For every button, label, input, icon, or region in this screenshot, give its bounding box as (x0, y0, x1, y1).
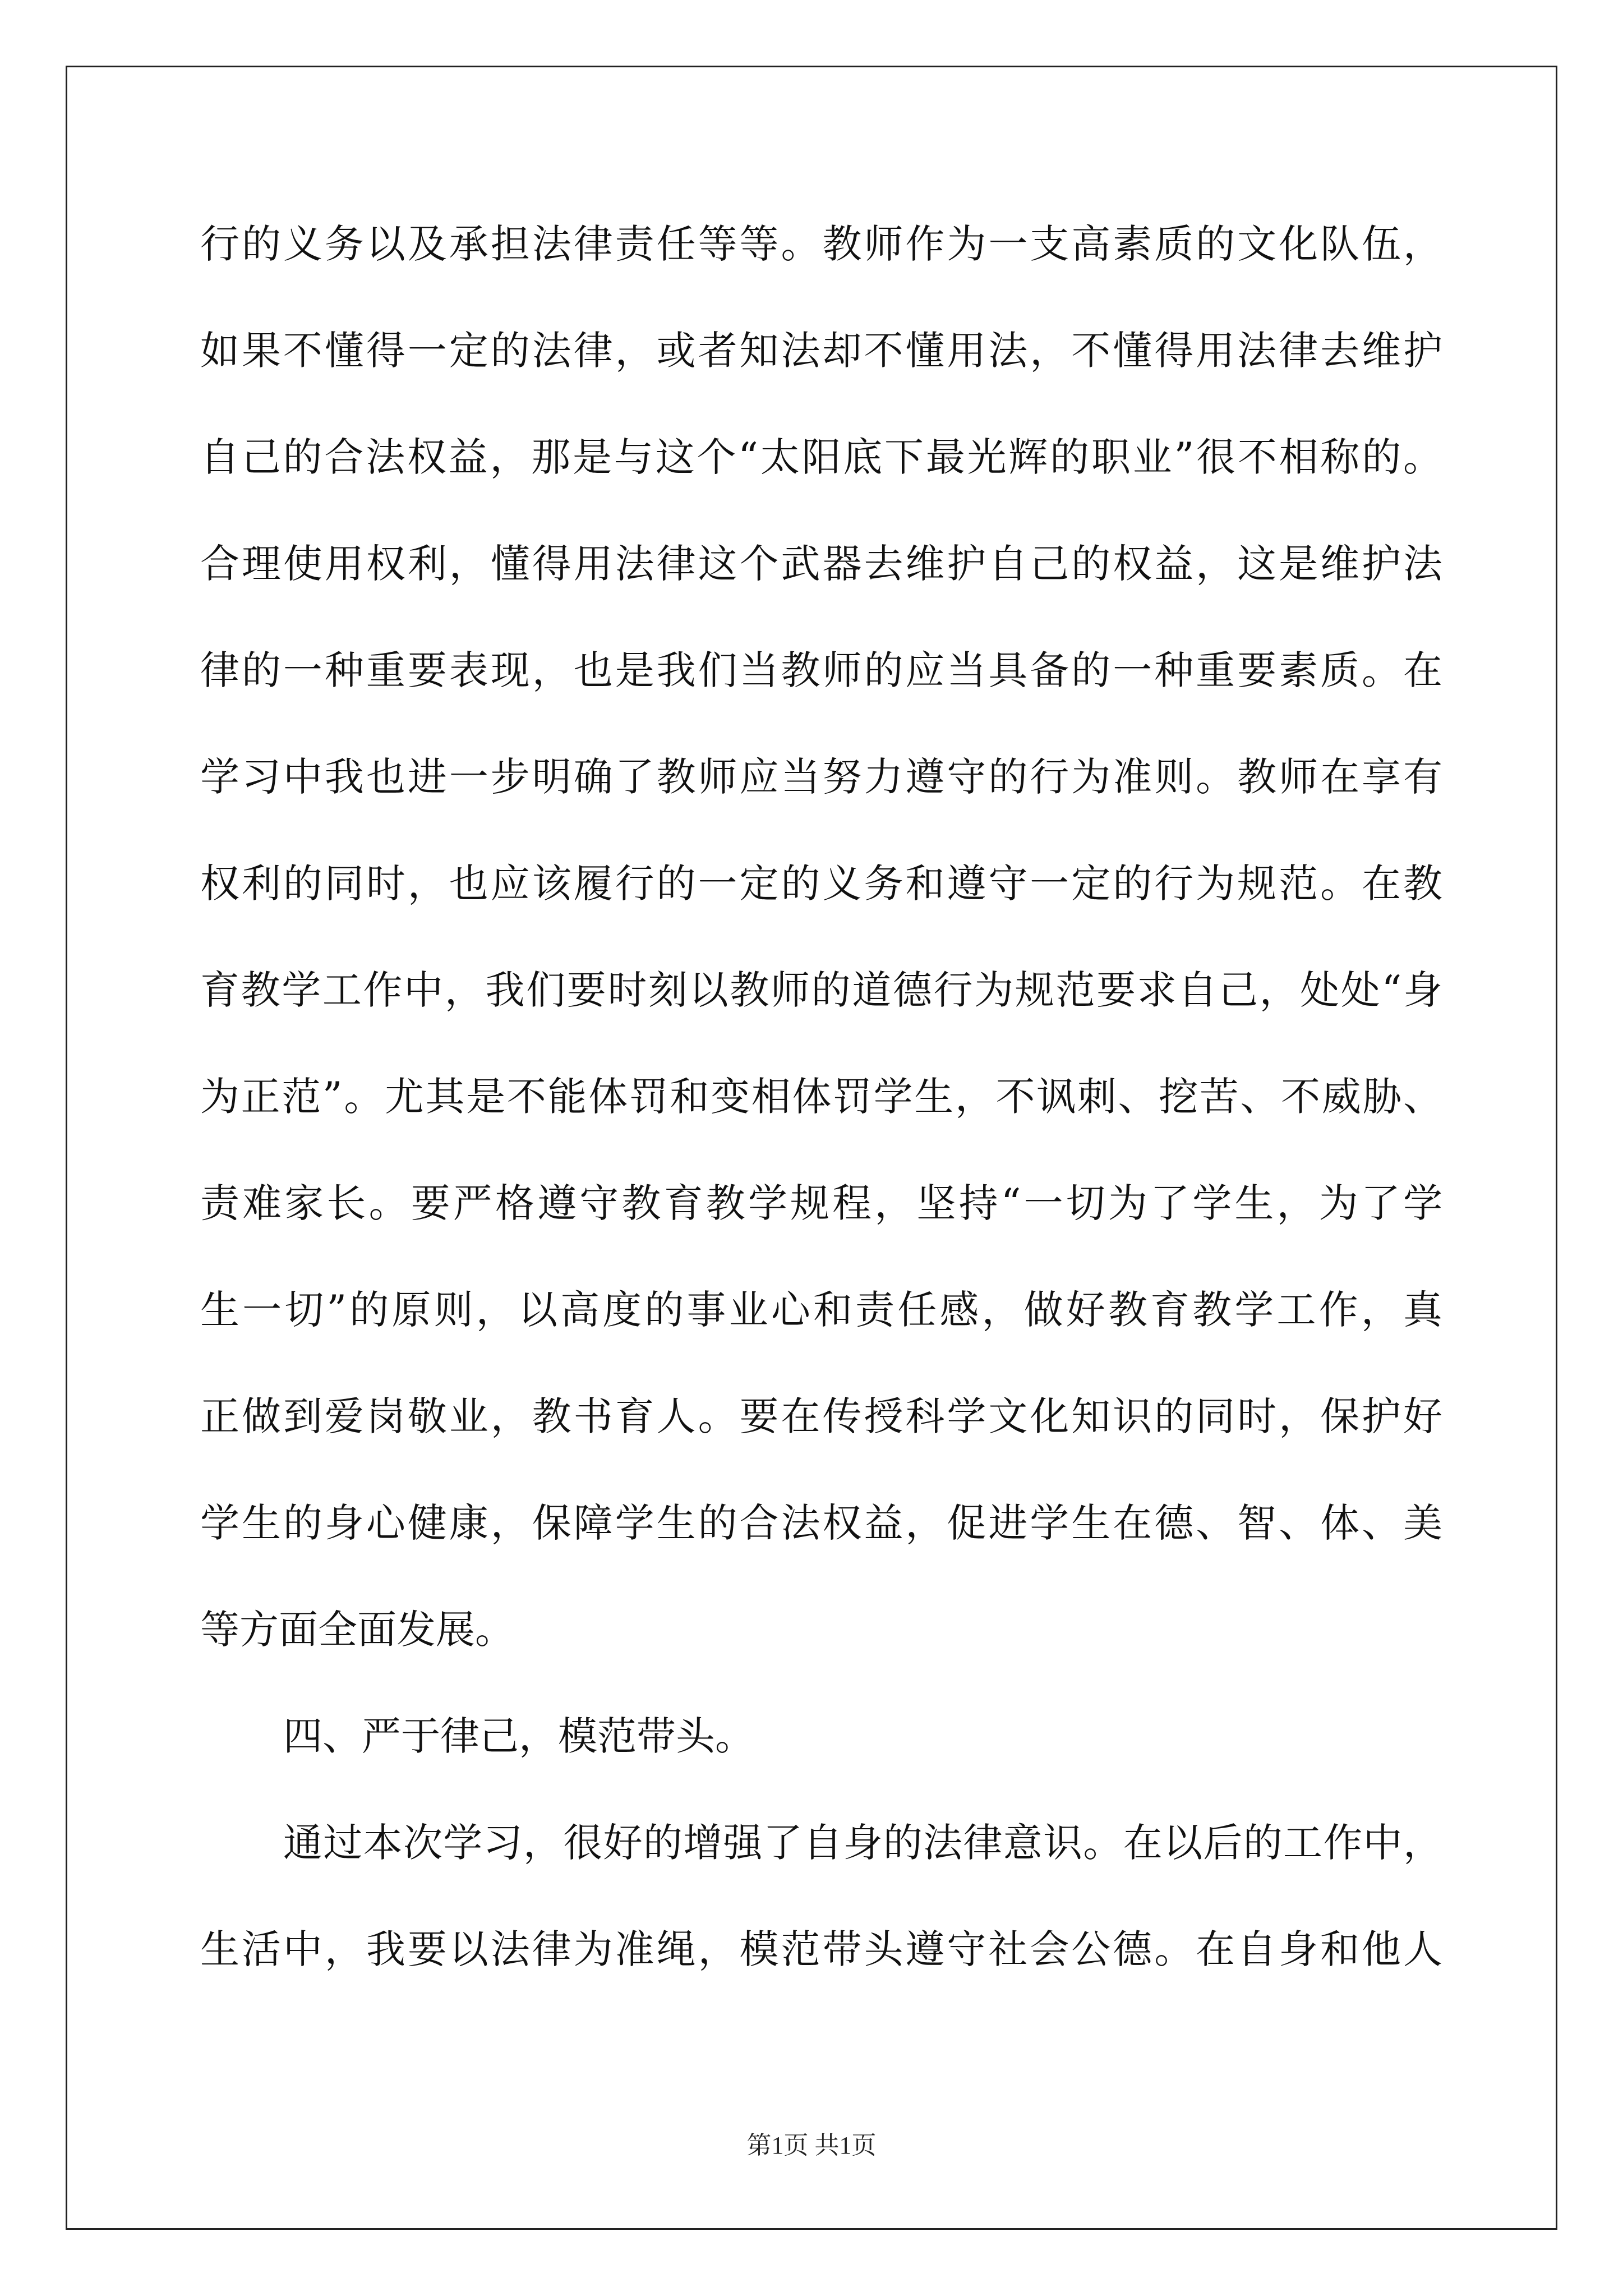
text-line: 行的义务以及承担法律责任等等。教师作为一支高素质的文化队伍， (200, 222, 1442, 267)
text-line: 如果不懂得一定的法律，或者知法却不懂用法，不懂得用法律去维护 (200, 328, 1442, 374)
document-body (200, 222, 1442, 2033)
text-line: 生一切”的原则，以高度的事业心和责任感，做好教育教学工作，真 (200, 1287, 1442, 1333)
page-number-footer: 第1页 共1页 (746, 2132, 877, 2159)
text-line: 律的一种重要表现，也是我们当教师的应当具备的一种重要素质。在 (200, 648, 1442, 693)
text-line: 合理使用权利，懂得用法律这个武器去维护自己的权益，这是维护法 (200, 541, 1442, 587)
section-heading: 四、严于律己，模范带头。 (283, 1714, 754, 1759)
text-line: 生活中，我要以法律为准绳，模范带头遵守社会公德。在自身和他人 (200, 1927, 1442, 1972)
text-line: 责难家长。要严格遵守教育教学规程，坚持“一切为了学生，为了学 (200, 1181, 1442, 1226)
text-line: 学生的身心健康，保障学生的合法权益，促进学生在德、智、体、美 (200, 1501, 1442, 1546)
text-line: 为正范”。尤其是不能体罚和变相体罚学生，不讽刺、挖苦、不威胁、 (200, 1074, 1442, 1120)
text-line: 学习中我也进一步明确了教师应当努力遵守的行为准则。教师在享有 (200, 754, 1442, 800)
text-line: 通过本次学习，很好的增强了自身的法律意识。在以后的工作中， (283, 1820, 1442, 1866)
text-line: 正做到爱岗敬业，教书育人。要在传授科学文化知识的同时，保护好 (200, 1394, 1442, 1439)
text-line: 育教学工作中，我们要时刻以教师的道德行为规范要求自己，处处“身 (200, 968, 1442, 1013)
text-line: 自己的合法权益，那是与这个“太阳底下最光辉的职业”很不相称的。 (200, 435, 1442, 480)
text-line: 等方面全面发展。 (200, 1607, 514, 1653)
text-line: 权利的同时，也应该履行的一定的义务和遵守一定的行为规范。在教 (200, 861, 1442, 907)
